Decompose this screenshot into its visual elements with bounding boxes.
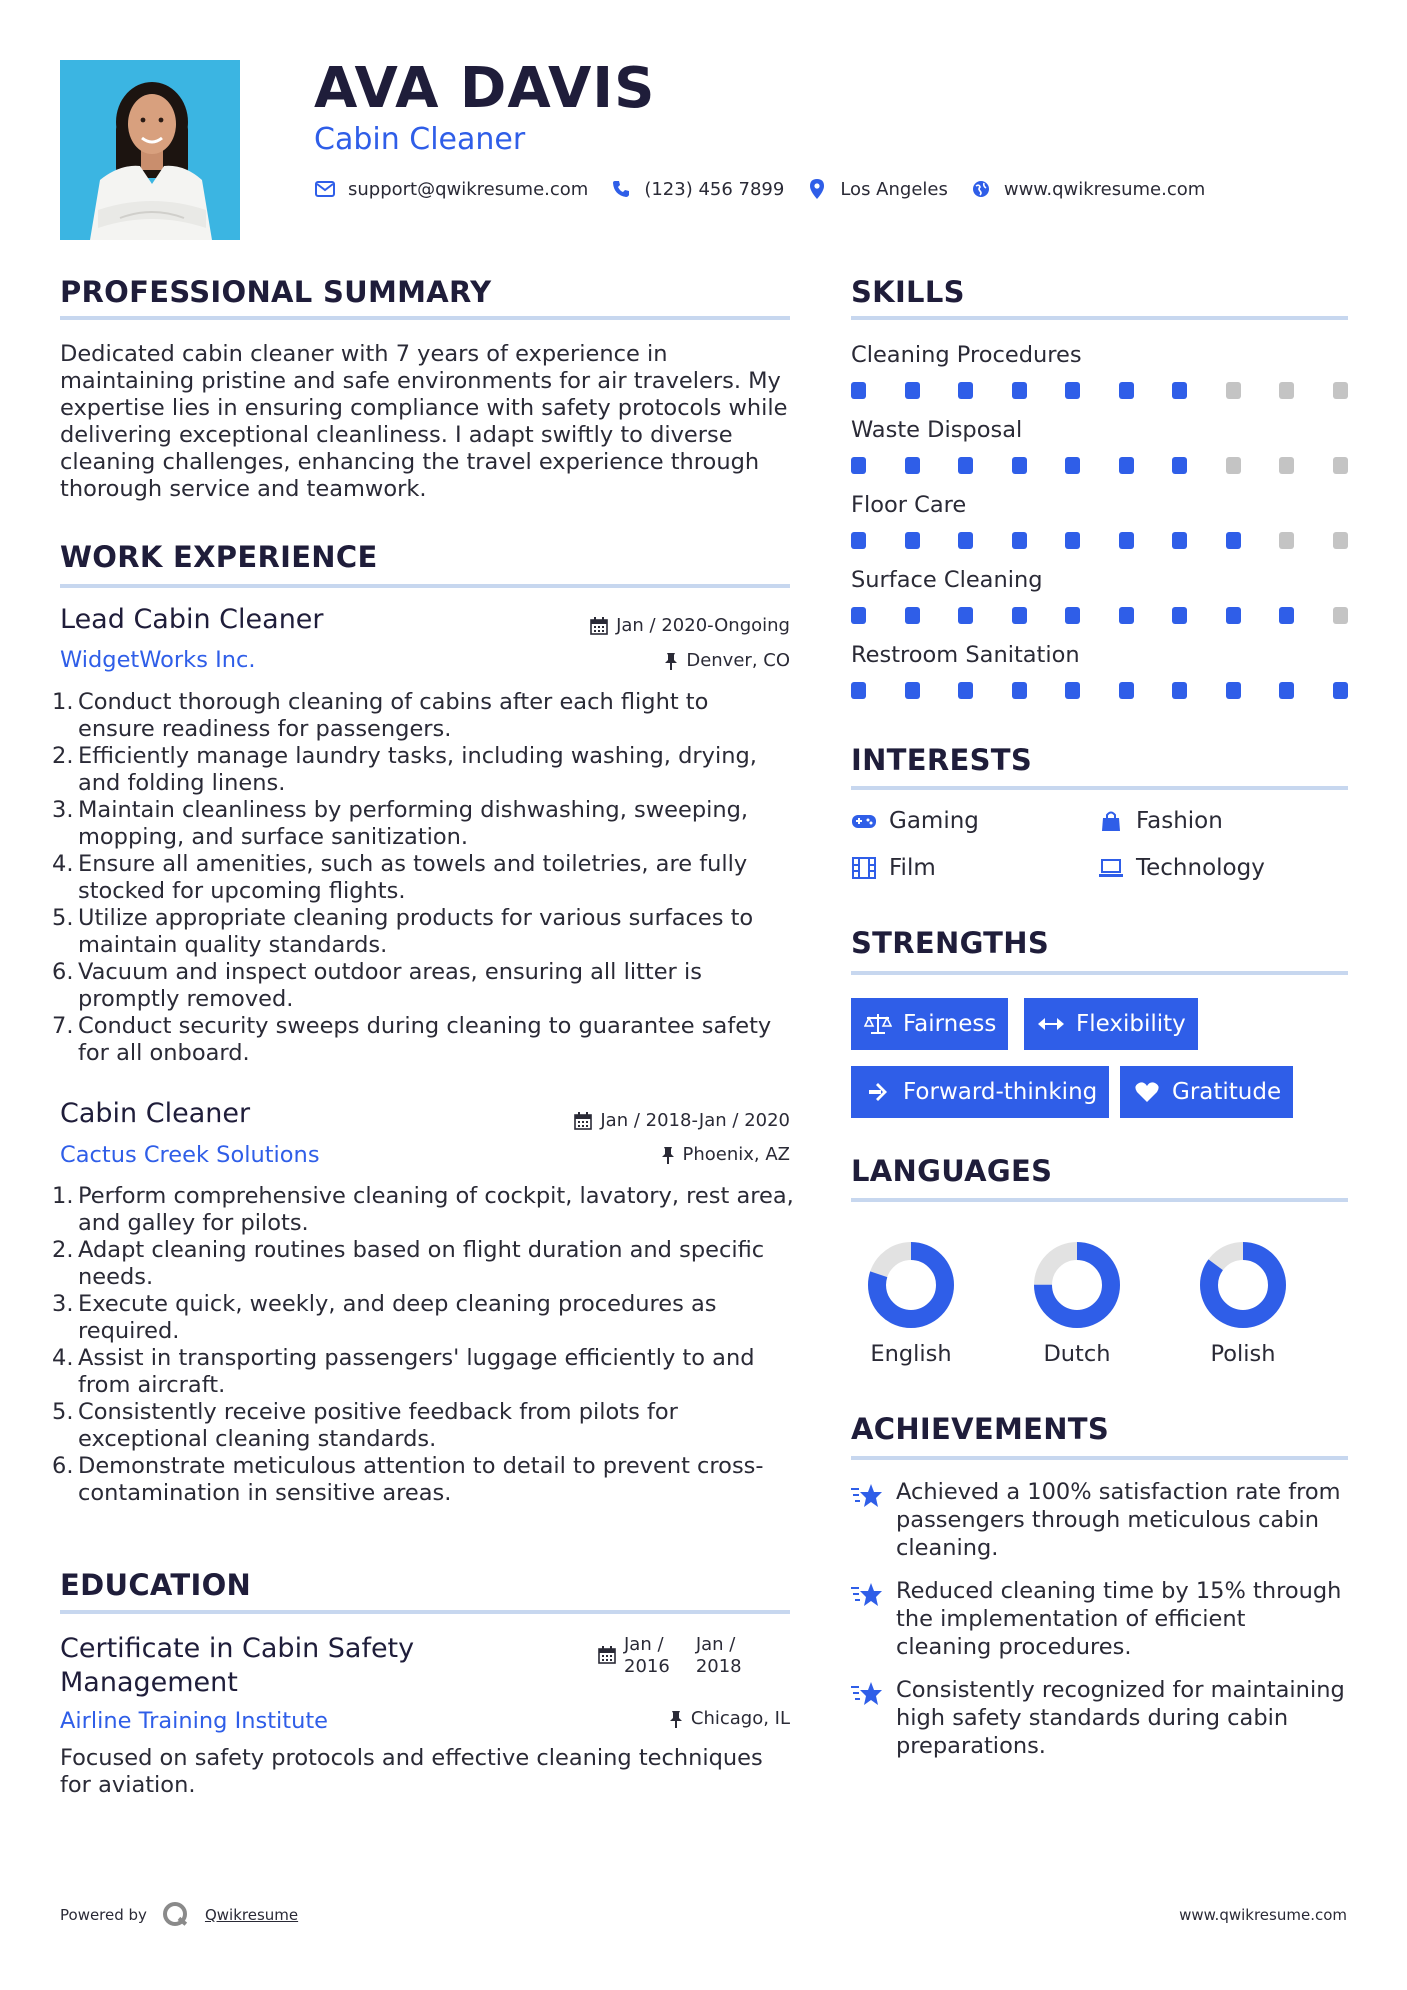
skill-dot <box>905 532 920 549</box>
skill-dot <box>851 607 866 624</box>
skill-dot <box>1119 607 1134 624</box>
skill-dot <box>1226 532 1241 549</box>
skill-dot <box>1172 457 1187 474</box>
skill-name: Waste Disposal <box>851 417 1023 443</box>
education-location <box>669 1708 790 1729</box>
strength-label: Gratitude <box>1172 1079 1282 1105</box>
education-dates <box>598 1634 742 1678</box>
skill-dot <box>1333 382 1348 399</box>
job-title: Cabin Cleaner <box>60 1098 251 1129</box>
skill-dot <box>905 382 920 399</box>
school-name[interactable]: Airline Training Institute <box>60 1708 329 1734</box>
education-location-text: Chicago, IL <box>690 1708 790 1729</box>
skill-dot <box>851 532 866 549</box>
skill-dot <box>1226 457 1241 474</box>
interest-item <box>1098 855 1265 881</box>
skill-dots <box>851 682 1348 699</box>
strength-label: Flexibility <box>1076 1011 1186 1037</box>
interest-item <box>851 855 936 881</box>
arrow-right-icon <box>863 1080 893 1104</box>
achievement-item: Achieved a 100% satisfaction rate from passengers through meticulous cabin cleaning. <box>896 1479 1341 1561</box>
list-item: 5. Utilize appropriate cleaning products for various surfaces to maintain quality standards. <box>52 905 754 958</box>
skills-rule <box>851 316 1348 320</box>
skill-dot <box>1012 607 1027 624</box>
skill-dot <box>1279 607 1294 624</box>
skill-dot <box>905 607 920 624</box>
list-item: 1. Perform comprehensive cleaning of cockpit, lavatory, rest area, and galley for pilots. <box>52 1183 794 1236</box>
skill-dot <box>1172 532 1187 549</box>
education-desc-line: Focused on safety protocols and effective cleaning techniques <box>60 1745 763 1771</box>
skill-dot <box>905 457 920 474</box>
strength-tag <box>1120 1066 1293 1118</box>
skill-dot <box>1279 382 1294 399</box>
profile-photo <box>60 60 240 240</box>
gamepad-icon <box>851 808 877 834</box>
language-ring <box>858 1232 964 1338</box>
candidate-name: AVA DAVIS <box>314 56 656 121</box>
summary-text <box>60 341 800 503</box>
skill-dots <box>851 607 1348 624</box>
list-item: 2. Adapt cleaning routines based on flight duration and specific needs. <box>52 1237 765 1290</box>
skill-dot <box>905 682 920 699</box>
qwikresume-logo-icon <box>161 1900 191 1930</box>
job-location-text: Phoenix, AZ <box>682 1144 790 1165</box>
work-heading: WORK EXPERIENCE <box>60 540 378 574</box>
skill-dot <box>1333 682 1348 699</box>
star-badge-icon <box>851 1581 883 1611</box>
strength-tag <box>851 998 1008 1050</box>
job-dates-text: Jan / 2018-Jan / 2020 <box>600 1110 790 1131</box>
skill-name: Cleaning Procedures <box>851 342 1082 368</box>
achievement-item: Reduced cleaning time by 15% through the implementation of efficient cleaning procedures. <box>896 1578 1342 1660</box>
calendar-icon <box>590 617 608 635</box>
skill-dots <box>851 457 1348 474</box>
job-bullets <box>52 1183 810 1507</box>
contact-phone-text: (123) 456 7899 <box>644 178 785 200</box>
skill-dot <box>1333 532 1348 549</box>
skill-dot <box>958 532 973 549</box>
skill-name: Restroom Sanitation <box>851 642 1080 668</box>
degree-line: Certificate in Cabin Safety <box>60 1633 415 1664</box>
brand-link[interactable]: Qwikresume <box>204 1906 299 1924</box>
skill-dots <box>851 532 1348 549</box>
powered-by-text: Powered by <box>60 1906 147 1924</box>
summary-line: cleaning challenges, enhancing the travel experience through <box>60 449 760 475</box>
skill-dot <box>1279 532 1294 549</box>
interest-label: Gaming <box>889 808 979 834</box>
degree-line: Management <box>60 1667 238 1698</box>
contact-email-text: support@qwikresume.com <box>348 178 589 200</box>
skill-dot <box>1012 457 1027 474</box>
education-heading: EDUCATION <box>60 1568 252 1602</box>
skill-dot <box>958 682 973 699</box>
skill-dot <box>1012 532 1027 549</box>
summary-line: thorough service and teamwork. <box>60 476 427 502</box>
interest-item <box>851 808 979 834</box>
job-bullets <box>52 689 810 1067</box>
map-pin-icon <box>806 178 828 200</box>
skill-dots <box>851 382 1348 399</box>
strength-tag <box>1024 998 1198 1050</box>
contact-email[interactable] <box>314 178 588 200</box>
skill-dot <box>1065 607 1080 624</box>
list-item: 2. Efficiently manage laundry tasks, including washing, drying, and folding linens. <box>52 743 757 796</box>
contact-website-text: www.qwikresume.com <box>1003 178 1206 200</box>
list-item: 5. Consistently receive positive feedback from pilots for exceptional cleaning standards. <box>52 1399 678 1452</box>
summary-line: expertise lies in ensuring compliance with safety protocols while <box>60 395 788 421</box>
list-item: 4. Ensure all amenities, such as towels and toiletries, are fully stocked for upcoming flights. <box>52 851 748 904</box>
star-badge-icon <box>851 1482 883 1512</box>
list-item: 6. Demonstrate meticulous attention to detail to prevent cross- contamination in sensitive areas. <box>52 1453 764 1506</box>
achievements-heading: ACHIEVEMENTS <box>851 1412 1110 1446</box>
balance-scale-icon <box>863 1012 893 1036</box>
language-label: Polish <box>1210 1341 1276 1367</box>
contact-location <box>806 178 948 200</box>
skill-dot <box>1119 382 1134 399</box>
contact-phone[interactable] <box>610 178 784 200</box>
skill-name: Surface Cleaning <box>851 567 1043 593</box>
job-title: Lead Cabin Cleaner <box>60 604 324 635</box>
skill-dot <box>958 607 973 624</box>
list-item: 6. Vacuum and inspect outdoor areas, ensuring all litter is promptly removed. <box>52 959 702 1012</box>
skill-dot <box>1172 682 1187 699</box>
skill-dot <box>1226 607 1241 624</box>
skill-dot <box>958 382 973 399</box>
edu-start: Jan / 2016 <box>624 1634 670 1677</box>
achievements-rule <box>851 1456 1348 1460</box>
phone-icon <box>610 178 632 200</box>
education-rule <box>60 1610 790 1614</box>
edu-end: Jan / 2018 <box>695 1634 742 1677</box>
pushpin-icon <box>664 652 678 670</box>
skill-dot <box>1065 532 1080 549</box>
globe-icon <box>970 178 992 200</box>
interest-label: Technology <box>1136 855 1265 881</box>
footer-powered-by <box>60 1900 298 1930</box>
languages-heading: LANGUAGES <box>851 1154 1053 1188</box>
strength-tag <box>851 1066 1109 1118</box>
list-item: 3. Maintain cleanliness by performing dishwashing, sweeping, mopping, and surface sanitization. <box>52 797 749 850</box>
degree-title <box>60 1632 414 1700</box>
skill-dot <box>1065 457 1080 474</box>
interests-heading: INTERESTS <box>851 743 1033 777</box>
skill-dot <box>851 382 866 399</box>
job-dates <box>574 1110 790 1131</box>
skill-dot <box>851 457 866 474</box>
skill-dot <box>1012 682 1027 699</box>
summary-rule <box>60 316 790 320</box>
skill-dot <box>1119 532 1134 549</box>
pushpin-icon <box>669 1710 683 1728</box>
skill-dot <box>1279 682 1294 699</box>
laptop-icon <box>1098 855 1124 881</box>
skill-dot <box>1065 682 1080 699</box>
list-item: 7. Conduct security sweeps during cleaning to guarantee safety for all onboard. <box>52 1013 772 1066</box>
summary-line: delivering exceptional cleanliness. I adapt swiftly to diverse <box>60 422 733 448</box>
strength-label: Fairness <box>903 1011 997 1037</box>
skill-dot <box>958 457 973 474</box>
skill-dot <box>1333 457 1348 474</box>
job-company[interactable]: Cactus Creek Solutions <box>60 1142 320 1168</box>
strengths-heading: STRENGTHS <box>851 926 1050 960</box>
job-company[interactable]: WidgetWorks Inc. <box>60 647 256 673</box>
language-ring <box>1190 1232 1296 1338</box>
film-icon <box>851 855 877 881</box>
summary-line: Dedicated cabin cleaner with 7 years of experience in <box>60 341 668 367</box>
skill-dot <box>1119 457 1134 474</box>
job-location-text: Denver, CO <box>686 650 790 671</box>
calendar-icon <box>574 1112 592 1130</box>
pushpin-icon <box>661 1146 675 1164</box>
skill-dot <box>1226 382 1241 399</box>
skill-dot <box>1333 607 1348 624</box>
skill-dot <box>1172 607 1187 624</box>
interests-rule <box>851 786 1348 790</box>
heart-icon <box>1132 1080 1162 1104</box>
skill-dot <box>1172 382 1187 399</box>
language-ring <box>1024 1232 1130 1338</box>
shopping-bag-icon <box>1098 808 1124 834</box>
achievement-item: Consistently recognized for maintaining high safety standards during cabin preparations. <box>896 1677 1345 1759</box>
interest-label: Fashion <box>1136 808 1223 834</box>
contact-bar <box>314 178 1227 200</box>
list-item: 3. Execute quick, weekly, and deep cleaning procedures as required. <box>52 1291 717 1344</box>
skill-dot <box>1065 382 1080 399</box>
contact-location-text: Los Angeles <box>840 178 948 200</box>
skill-name: Floor Care <box>851 492 967 518</box>
skill-dot <box>1226 682 1241 699</box>
work-rule <box>60 584 790 588</box>
list-item: 4. Assist in transporting passengers' luggage efficiently to and from aircraft. <box>52 1345 755 1398</box>
calendar-icon <box>598 1646 616 1664</box>
strength-label: Forward-thinking <box>903 1079 1098 1105</box>
interest-item <box>1098 808 1223 834</box>
language-label: Dutch <box>1043 1341 1111 1367</box>
skill-dot <box>1279 457 1294 474</box>
job-location <box>661 1144 791 1165</box>
languages-rule <box>851 1198 1348 1202</box>
skill-dot <box>851 682 866 699</box>
summary-line: maintaining pristine and safe environments for air travelers. My <box>60 368 781 394</box>
job-dates-text: Jan / 2020-Ongoing <box>616 615 790 636</box>
footer-site-link[interactable]: www.qwikresume.com <box>1179 1906 1347 1924</box>
strengths-rule <box>851 971 1348 975</box>
interest-label: Film <box>889 855 936 881</box>
job-dates <box>590 615 790 636</box>
skills-heading: SKILLS <box>851 275 965 309</box>
skill-dot <box>1012 382 1027 399</box>
education-desc-line: for aviation. <box>60 1772 196 1798</box>
star-badge-icon <box>851 1680 883 1710</box>
candidate-title: Cabin Cleaner <box>314 122 526 157</box>
summary-heading: PROFESSIONAL SUMMARY <box>60 275 492 309</box>
skill-dot <box>1119 682 1134 699</box>
job-location <box>664 650 790 671</box>
list-item: 1. Conduct thorough cleaning of cabins after each flight to ensure readiness for passengers. <box>52 689 709 742</box>
arrows-horizontal-icon <box>1036 1012 1066 1036</box>
language-label: English <box>870 1341 952 1367</box>
education-description <box>60 1745 800 1799</box>
contact-website[interactable] <box>970 178 1205 200</box>
envelope-icon <box>314 178 336 200</box>
